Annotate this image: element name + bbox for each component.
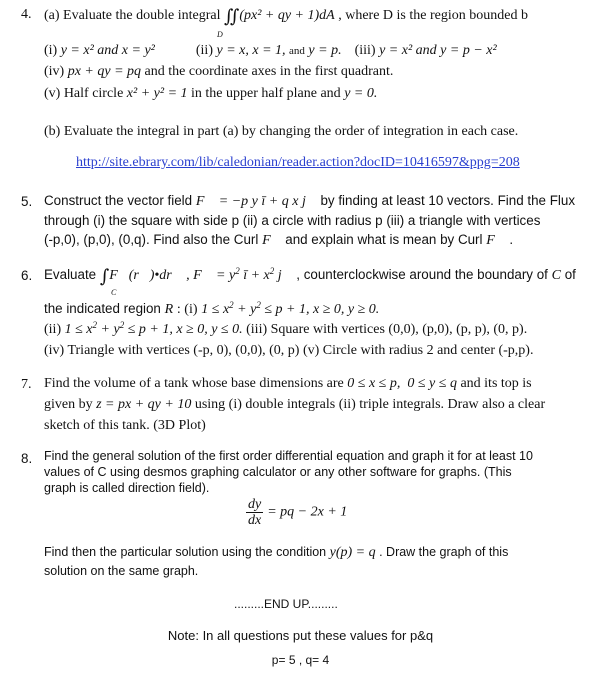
question-number: 6. xyxy=(21,268,33,283)
q4-regions-line-3: (v) Half circle x² + y² = 1 in the upper half plane and y = 0. xyxy=(44,86,378,101)
q8-line-2: values of C using desmos graphing calculator or any other software for graphs. (This xyxy=(44,465,512,479)
differential-equation: $\frac{dy}{dx}$ = pq − 2x + 1 xyxy=(248,497,348,528)
question-number: 5. xyxy=(21,194,33,209)
question-number: 7. xyxy=(21,377,32,392)
document-page: 4. (a) Evaluate the double integral ∬(px² + qy + 1)dA , where D is the region bounded b D (i) y = x² and x = y² (ii) y = x, x = 1, and y = p. (iii) y = x² and y = p − x² (iv) px + qy = pq and the coordinate axes in the first quadrant. (v) Half circle x² + y² = 1 in the upper half plane and y = 0. (b) Evaluate the integral in part (a) by changing the order of integration in each case. http://site.ebrary.com/lib/caledonian/reader.action?docID=10416597&ppg=208 5. Construct the vector field F⃗ = −p y ī + q x j⃗ by finding at least 10 vectors. Find the Flux through (i) the square with side p (ii) a circle with radius p (iii) a triangle with vertices (-p,0), (p,0), (0,q). Find also the Curl F⃗ and explain what is mean by Curl F⃗ . 6. Evaluate ∫F⃗(r⃗)•dr⃗ , F⃗ = $y^2$ ī + $x^2$ j⃗ , counterclockwise around the boundary of C of C the indicated region R : (i) $1 \le x^2 + y^2 \le p + 1$, x ≥ 0, y ≥ 0. (ii) $1 \le x^2 + y^2 \le p + 1$, x ≥ 0, y ≤ 0. (iii) Square with vertices (0,0), (p,0), (p, p), (0, p). (iv) Triangle with vertices (-p, 0), (0,0), (0, p) (v) Circle with radius 2 and center (-p,p). 7. Find the volume of a tank whose base dimensions are 0 ≤ x ≤ p, 0 ≤ y ≤ q and its top is given by z = px + qy + 10 using (i) double integrals (ii) triple integrals. Draw also a clear sketch of this tank. (3D Plot) 8. Find the general solution of the first order differential equation and graph it for at least 10 values of C using desmos graphing calculator or any other software for graphs. (This graph is called direction field). $\frac{dy}{dx}$ = pq − 2x + 1 Find then the particular solution using the condition y(p) = q . Draw the graph of this solution on the same graph. .........END UP......... Note: In all questions put these values for p&q p= 5 , q= 4 xyxy=(0,0,601,694)
q5-line-1: Construct the vector field F⃗ = −p y ī + q x j⃗ by finding at least 10 vectors. Find the Flux xyxy=(44,193,576,209)
q6-line-4: (iv) Triangle with vertices (-p, 0), (0,0), (0, p) (v) Circle with radius 2 and center (-p,p). xyxy=(44,343,534,358)
q6-line-1: Evaluate ∫F⃗(r⃗)•dr⃗ , F⃗ = $y^2$ ī + $x^2$ j⃗ , counterclockwise around the boundary of C of xyxy=(44,266,576,287)
q8-line-1: Find the general solution of the first order differential equation and graph it for at least 10 xyxy=(44,449,533,463)
parameter-values: p= 5 , q= 4 xyxy=(271,653,330,667)
double-integral-symbol: ∬ xyxy=(223,6,240,27)
ebrary-link[interactable]: http://site.ebrary.com/lib/caledonian/reader.action?docID=10416597&ppg=208 xyxy=(76,155,520,170)
end-marker: .........END UP......... xyxy=(234,597,338,611)
q8-line-4: Find then the particular solution using the condition y(p) = q . Draw the graph of this xyxy=(44,545,509,560)
q4-regions-line-1: (i) y = x² and x = y² (ii) y = x, x = 1, and y = p. (iii) y = x² and y = p − x² xyxy=(44,43,497,58)
q6-line-2: the indicated region R : (i) $1 \le x^2 + y^2 \le p + 1$, x ≥ 0, y ≥ 0. xyxy=(44,300,380,317)
question-number: 4. xyxy=(21,7,32,22)
q8-line-3: graph is called direction field). xyxy=(44,481,210,495)
q4-regions-line-2: (iv) px + qy = pq and the coordinate axes in the first quadrant. xyxy=(44,64,394,79)
vector-field-formula: F⃗ = −p y ī + q x j⃗ xyxy=(195,194,317,209)
q4-part-b: (b) Evaluate the integral in part (a) by changing the order of integration in each case. xyxy=(44,124,519,139)
q8-line-5: solution on the same graph. xyxy=(44,564,199,578)
q7-line-3: sketch of this tank. (3D Plot) xyxy=(44,418,206,433)
q7-line-2: given by z = px + qy + 10 using (i) double integrals (ii) triple integrals. Draw also a clear xyxy=(44,397,546,412)
q5-line-2: through (i) the square with side p (ii) a circle with radius p (iii) a triangle with vertices xyxy=(44,213,541,228)
line-integral-symbol: ∫ xyxy=(99,266,110,287)
question-number: 8. xyxy=(21,451,33,466)
q5-line-3: (-p,0), (p,0), (0,q). Find also the Curl F⃗ and explain what is mean by Curl F⃗ . xyxy=(44,232,514,248)
note: Note: In all questions put these values for p&q xyxy=(167,628,434,643)
q7-line-1: Find the volume of a tank whose base dimensions are 0 ≤ x ≤ p, 0 ≤ y ≤ q and its top is xyxy=(44,376,532,391)
q6-line-3: (ii) $1 \le x^2 + y^2 \le p + 1$, x ≥ 0, y ≤ 0. (iii) Square with vertices (0,0), (p,0), (p, p), (0, p). xyxy=(44,320,528,337)
q4-part-a-statement: (a) Evaluate the double integral ∬(px² + qy + 1)dA , where D is the region bounded b xyxy=(44,6,528,27)
